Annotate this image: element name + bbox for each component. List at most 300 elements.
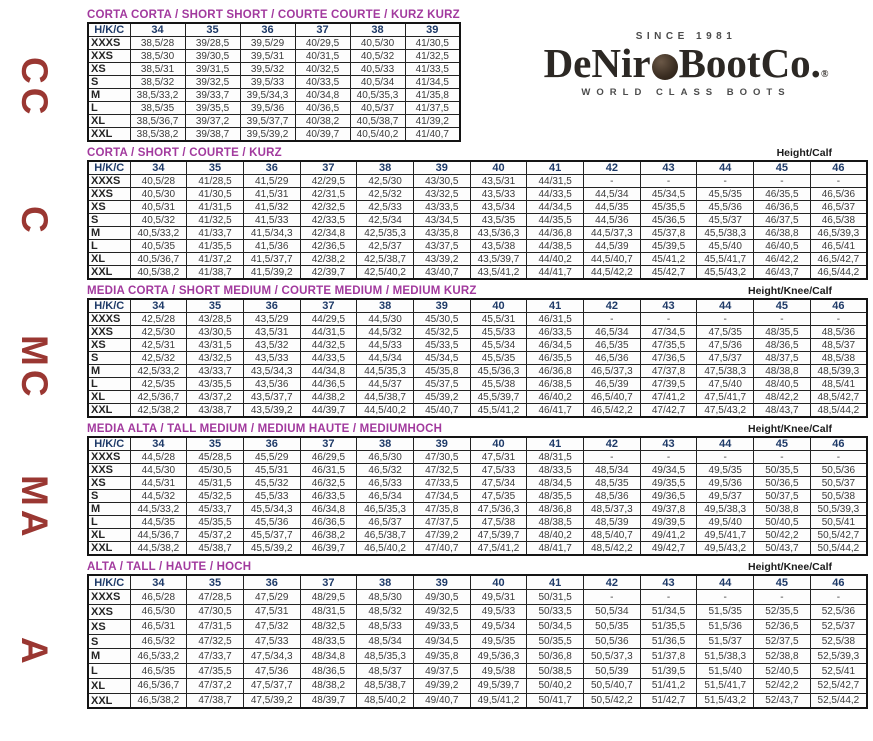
table-row (88, 391, 867, 404)
size-cell: - (810, 313, 867, 326)
size-cell: 47/35,8 (413, 503, 470, 516)
size-cell: - (697, 590, 754, 605)
size-cell: 51/37,8 (640, 649, 697, 664)
size-cell: 49/36,5 (640, 490, 697, 503)
column-header: 35 (185, 23, 240, 37)
size-cell: 46/31,5 (300, 464, 357, 477)
size-cell: 48/29,5 (300, 590, 357, 605)
size-cell: 47,5/41,7 (697, 391, 754, 404)
size-cell: 47,5/37,7 (243, 679, 300, 694)
row-label: S (88, 634, 130, 649)
size-cell: 41/33,7 (187, 227, 244, 240)
size-cell: 45,5/31 (243, 464, 300, 477)
size-cell: 47/39,5 (640, 378, 697, 391)
size-cell: 49/40,7 (413, 693, 470, 708)
size-cell: 44/36,8 (527, 227, 584, 240)
table-row (88, 693, 867, 708)
size-cell: 41,5/31 (243, 188, 300, 201)
column-header: 35 (187, 299, 244, 313)
size-cell: 44/33,5 (527, 188, 584, 201)
table-title-row (87, 422, 868, 436)
size-cell: 45,5/36,3 (470, 365, 527, 378)
size-cell: 48,5/40,7 (584, 529, 641, 542)
size-cell: 44/40,2 (527, 253, 584, 266)
size-cell: 45,5/32 (243, 477, 300, 490)
row-label: XXXS (88, 313, 130, 326)
column-header: 37 (300, 575, 357, 590)
size-cell: 50/36,8 (527, 649, 584, 664)
column-header: 43 (640, 161, 697, 175)
size-cell: 44,5/37,3 (584, 227, 641, 240)
size-cell: 47/39,2 (413, 529, 470, 542)
size-cell: 45/42,7 (640, 266, 697, 280)
size-cell: 46,5/38 (810, 214, 867, 227)
size-cell: 41/35,5 (187, 240, 244, 253)
size-cell: 46,5/36,7 (130, 679, 187, 694)
size-cell: 51,5/36 (697, 619, 754, 634)
size-cell: 44,5/40,7 (584, 253, 641, 266)
size-cell: 47,5/43,2 (697, 404, 754, 418)
size-cell: 48,5/39,3 (810, 365, 867, 378)
size-cell: 48/43,7 (754, 404, 811, 418)
size-table-section-media-corta (87, 284, 868, 418)
size-cell: 49,5/43,2 (697, 542, 754, 556)
size-cell: 41/33,5 (405, 63, 460, 76)
size-cell: 42,5/28 (130, 313, 187, 326)
size-cell: 49,5/39,7 (470, 679, 527, 694)
size-cell: 39,5/39,2 (240, 128, 295, 142)
size-cell: 42/29,5 (300, 175, 357, 188)
size-cell: - (584, 313, 641, 326)
size-cell: 45/40,7 (413, 404, 470, 418)
size-cell: 40,5/35,3 (350, 89, 405, 102)
size-cell: 44,5/38,2 (130, 542, 187, 556)
size-cell: 44/36,5 (300, 378, 357, 391)
size-cell: 40/33,5 (295, 76, 350, 89)
row-label: XXL (88, 542, 130, 556)
size-cell: 47/33,7 (187, 649, 244, 664)
size-cell: 50,5/35 (584, 619, 641, 634)
size-cell: 40,5/38,2 (130, 266, 187, 280)
size-key-header: H/K/C (88, 575, 130, 590)
size-cell: 52,5/37 (810, 619, 867, 634)
row-label: XXL (88, 693, 130, 708)
size-cell: 48/31,5 (300, 605, 357, 620)
size-cell: 42/33,5 (300, 214, 357, 227)
table-row (88, 464, 867, 477)
size-cell: 48,5/39 (584, 516, 641, 529)
size-cell: 41/40,7 (405, 128, 460, 142)
size-cell: 42,5/40,2 (357, 266, 414, 280)
size-cell: 41/37,5 (405, 102, 460, 115)
table-title-row (87, 284, 868, 298)
size-cell: 43,5/39,7 (470, 253, 527, 266)
size-cell: 44/39,7 (300, 404, 357, 418)
row-label: S (88, 352, 130, 365)
size-cell: 45,5/36 (243, 516, 300, 529)
column-header: 43 (640, 437, 697, 451)
size-cell: 42/34,8 (300, 227, 357, 240)
size-cell: 51,5/43,2 (697, 693, 754, 708)
size-cell: 42,5/36,7 (130, 391, 187, 404)
size-cell: 45/41,2 (640, 253, 697, 266)
size-cell: 40,5/40,2 (350, 128, 405, 142)
size-cell: 52/42,2 (754, 679, 811, 694)
size-cell: 42,5/35 (130, 378, 187, 391)
size-cell: 45,5/36 (697, 201, 754, 214)
size-cell: 43,5/34,3 (243, 365, 300, 378)
registered-trademark-icon: ® (820, 69, 829, 80)
size-cell: 43/28,5 (187, 313, 244, 326)
size-cell: 47,5/37 (697, 352, 754, 365)
size-cell: 47/34,5 (413, 490, 470, 503)
size-cell: 47,5/36 (697, 339, 754, 352)
size-cell: 46,5/39,3 (810, 227, 867, 240)
column-header: 36 (240, 23, 295, 37)
size-cell: 48/38,8 (754, 365, 811, 378)
size-cell: 47/30,5 (413, 451, 470, 464)
size-cell: 46,5/35 (130, 664, 187, 679)
size-cell: 48,5/35 (584, 477, 641, 490)
size-cell: - (584, 451, 641, 464)
size-cell: 43,5/29 (243, 313, 300, 326)
size-cell: 50,5/34 (584, 605, 641, 620)
table-row (88, 227, 867, 240)
row-label: L (88, 378, 130, 391)
size-cell: 38,5/33,2 (130, 89, 185, 102)
size-cell: 47/33,5 (413, 477, 470, 490)
size-cell: 49/39,2 (413, 679, 470, 694)
size-cell: 39/32,5 (185, 76, 240, 89)
table-row (88, 590, 867, 605)
size-cell: 40,5/35 (130, 240, 187, 253)
size-cell: 39,5/36 (240, 102, 295, 115)
size-table (87, 160, 868, 280)
size-cell: 44/34,5 (527, 201, 584, 214)
size-cell: 48/40,2 (527, 529, 584, 542)
table-row (88, 365, 867, 378)
size-key-header: H/K/C (88, 299, 130, 313)
table-row (88, 490, 867, 503)
row-label: XXXS (88, 37, 130, 50)
size-cell: 48/37,5 (754, 352, 811, 365)
size-cell: 43,5/36,3 (470, 227, 527, 240)
size-cell: 49,5/36,3 (470, 649, 527, 664)
size-cell: 46,5/35 (584, 339, 641, 352)
column-header: 36 (243, 161, 300, 175)
size-cell: 43,5/35 (470, 214, 527, 227)
size-cell: - (810, 175, 867, 188)
column-header: 37 (300, 299, 357, 313)
size-cell: 50,5/36 (584, 634, 641, 649)
size-cell: 51,5/35 (697, 605, 754, 620)
size-cell: 48,5/38,7 (357, 679, 414, 694)
table-row (88, 619, 867, 634)
table-row (88, 326, 867, 339)
size-cell: 49,5/41,2 (470, 693, 527, 708)
size-cell: 44,5/28 (130, 451, 187, 464)
size-cell: 41,5/37,7 (243, 253, 300, 266)
size-cell: 49,5/38 (470, 664, 527, 679)
size-cell: - (697, 451, 754, 464)
size-cell: 44,5/40,2 (357, 404, 414, 418)
size-cell: 46/38,8 (754, 227, 811, 240)
table-title: MEDIA CORTA / SHORT MEDIUM / COURTE MEDIUM / MEDIUM KURZ (87, 285, 477, 297)
size-cell: 50,5/37,3 (584, 649, 641, 664)
side-label-a: A (14, 637, 55, 668)
size-cell: - (697, 175, 754, 188)
size-cell: 49/30,5 (413, 590, 470, 605)
column-header: 40 (470, 161, 527, 175)
table-row (88, 50, 460, 63)
table-row (88, 529, 867, 542)
size-cell: 48/36,8 (527, 503, 584, 516)
row-label: XXS (88, 464, 130, 477)
size-cell: 43,5/31 (243, 326, 300, 339)
size-cell: 49/37,5 (413, 664, 470, 679)
size-cell: 47,5/29 (243, 590, 300, 605)
column-header: 39 (413, 437, 470, 451)
side-label-cc: CC (14, 57, 55, 119)
size-cell: 48,5/36 (810, 326, 867, 339)
size-cell: 44,5/32 (357, 326, 414, 339)
size-cell: 45/31,5 (187, 477, 244, 490)
size-cell: 46,5/39 (584, 378, 641, 391)
row-label: XXL (88, 404, 130, 418)
size-cell: 52/38,8 (754, 649, 811, 664)
size-cell: 41/38,7 (187, 266, 244, 280)
column-header: 42 (584, 299, 641, 313)
size-cell: 44/34,8 (300, 365, 357, 378)
size-cell: 48,5/30 (357, 590, 414, 605)
size-cell: 47/38,7 (187, 693, 244, 708)
size-cell: 45/30,5 (187, 464, 244, 477)
row-label: S (88, 76, 130, 89)
table-row (88, 664, 867, 679)
size-cell: 39,5/33 (240, 76, 295, 89)
row-label: XL (88, 679, 130, 694)
column-header: 45 (754, 575, 811, 590)
size-cell: 48/38,5 (527, 516, 584, 529)
size-cell: 45/35,5 (640, 201, 697, 214)
size-cell: - (754, 451, 811, 464)
size-cell: 48/31,5 (527, 451, 584, 464)
size-cell: 45/30,5 (413, 313, 470, 326)
size-cell: 46,5/37 (810, 201, 867, 214)
size-key-header: H/K/C (88, 437, 130, 451)
column-header: 40 (470, 437, 527, 451)
size-cell: 46,5/37,3 (584, 365, 641, 378)
size-cell: 45/37,5 (413, 378, 470, 391)
table-row (88, 214, 867, 227)
column-header: 39 (405, 23, 460, 37)
size-cell: 44,5/39 (584, 240, 641, 253)
size-cell: 50/40,2 (527, 679, 584, 694)
size-cell: 47/36,5 (640, 352, 697, 365)
size-cell: 44/35,5 (527, 214, 584, 227)
size-cell: 45,5/33 (243, 490, 300, 503)
size-cell: 52/36,5 (754, 619, 811, 634)
table-row (88, 542, 867, 556)
size-cell: 39/35,5 (185, 102, 240, 115)
size-cell: 48/35,5 (527, 490, 584, 503)
size-cell: 42,5/32 (130, 352, 187, 365)
size-cell: 46/38,2 (300, 529, 357, 542)
size-cell: 46,5/36 (810, 188, 867, 201)
size-cell: 51,5/37 (697, 634, 754, 649)
size-cell: 48,5/38 (810, 352, 867, 365)
size-cell: 44,5/37 (357, 378, 414, 391)
size-cell: - (754, 175, 811, 188)
size-cell: 40,5/37 (350, 102, 405, 115)
size-cell: 50/40,5 (754, 516, 811, 529)
size-cell: 39,5/29 (240, 37, 295, 50)
row-label: XL (88, 529, 130, 542)
size-cell: 41/30,5 (405, 37, 460, 50)
measurement-note: Height/Calf (776, 147, 832, 159)
column-header: 44 (697, 437, 754, 451)
size-cell: 52,5/44,2 (810, 693, 867, 708)
size-cell: - (697, 313, 754, 326)
column-header: 38 (350, 23, 405, 37)
size-cell: 46/43,7 (754, 266, 811, 280)
size-cell: 46/33,5 (527, 326, 584, 339)
size-cell: 46,5/40,7 (584, 391, 641, 404)
size-cell: 48/38,2 (300, 679, 357, 694)
size-cell: - (754, 313, 811, 326)
size-cell: 48/36,5 (300, 664, 357, 679)
size-table (87, 436, 868, 556)
size-cell: 43,5/31 (470, 175, 527, 188)
table-row (88, 63, 460, 76)
logo-tagline: WORLD CLASS BOOTS (581, 87, 791, 99)
size-cell: 46,5/31 (130, 619, 187, 634)
size-cell: 43,5/38 (470, 240, 527, 253)
size-cell: 44,5/35 (584, 201, 641, 214)
column-header: 36 (243, 437, 300, 451)
size-cell: 45/39,2 (413, 391, 470, 404)
size-cell: 45/38,7 (187, 542, 244, 556)
size-cell: 42/36,5 (300, 240, 357, 253)
size-cell: 44,5/35,3 (357, 365, 414, 378)
column-header: 41 (527, 299, 584, 313)
size-cell: 40,5/32 (350, 50, 405, 63)
size-cell: 52,5/41 (810, 664, 867, 679)
size-cell: 44,5/36 (584, 214, 641, 227)
size-table (87, 574, 868, 709)
size-cell: 39/30,5 (185, 50, 240, 63)
size-key-header: H/K/C (88, 161, 130, 175)
header-row (88, 161, 867, 175)
column-header: 42 (584, 161, 641, 175)
size-cell: 41,5/36 (243, 240, 300, 253)
size-cell: 44,5/33 (357, 339, 414, 352)
size-cell: 45/32,5 (187, 490, 244, 503)
size-cell: 48,5/42,2 (584, 542, 641, 556)
size-cell: 48,5/42,7 (810, 391, 867, 404)
column-header: 43 (640, 299, 697, 313)
row-label: XXXS (88, 451, 130, 464)
size-cell: 40/29,5 (295, 37, 350, 50)
size-cell: 45/34,5 (413, 352, 470, 365)
column-header: 34 (130, 161, 187, 175)
measurement-note: Height/Knee/Calf (747, 423, 832, 435)
logo-since-text: SINCE 1981 (635, 31, 737, 42)
size-cell: 45/37,8 (640, 227, 697, 240)
column-header: 37 (300, 161, 357, 175)
size-cell: 46/33,5 (300, 490, 357, 503)
size-cell: 43/35,5 (187, 378, 244, 391)
row-label: XL (88, 391, 130, 404)
column-header: 41 (527, 161, 584, 175)
size-cell: 43/39,2 (413, 253, 470, 266)
size-cell: 49,5/34 (470, 619, 527, 634)
size-cell: 50/31,5 (527, 590, 584, 605)
size-cell: 48/33,5 (300, 634, 357, 649)
column-header: 34 (130, 437, 187, 451)
size-cell: 45/37,2 (187, 529, 244, 542)
size-table-section-corta (87, 146, 868, 280)
size-cell: 47/35,5 (640, 339, 697, 352)
size-cell: 44,5/34 (584, 188, 641, 201)
size-cell: 51/42,7 (640, 693, 697, 708)
size-cell: 43/32,5 (187, 352, 244, 365)
size-cell: 43,5/34 (470, 201, 527, 214)
column-header: 40 (470, 575, 527, 590)
size-cell: 46,5/32 (130, 634, 187, 649)
row-label: XXL (88, 128, 130, 142)
size-cell: 47,5/41,2 (470, 542, 527, 556)
table-row (88, 115, 460, 128)
size-cell: 39,5/31 (240, 50, 295, 63)
size-cell: 47,5/36 (243, 664, 300, 679)
size-cell: 47,5/31 (470, 451, 527, 464)
size-cell: - (640, 175, 697, 188)
column-header: 34 (130, 575, 187, 590)
column-header: 36 (243, 575, 300, 590)
size-cell: 48,5/36 (584, 490, 641, 503)
size-cell: 48/32,5 (300, 619, 357, 634)
size-cell: 47,5/33 (243, 634, 300, 649)
size-cell: 43/34,5 (413, 214, 470, 227)
size-cell: 45,5/41,2 (470, 404, 527, 418)
size-cell: 40,5/30 (130, 188, 187, 201)
size-cell: 42,5/38,2 (130, 404, 187, 418)
row-label: XS (88, 619, 130, 634)
size-cell: 43/30,5 (413, 175, 470, 188)
size-cell: 49/35,5 (640, 477, 697, 490)
size-cell: 40,5/32 (130, 214, 187, 227)
size-cell: 47,5/33 (470, 464, 527, 477)
size-cell: 47,5/34,3 (243, 649, 300, 664)
size-cell: 41/35,8 (405, 89, 460, 102)
size-cell: 42,5/34 (357, 214, 414, 227)
header-row (88, 23, 460, 37)
table-row (88, 102, 460, 115)
size-cell: 40,5/36,7 (130, 253, 187, 266)
size-cell: 45/33,5 (413, 339, 470, 352)
table-row (88, 679, 867, 694)
size-cell: 49/34,5 (413, 634, 470, 649)
size-table (87, 22, 461, 142)
size-cell: - (584, 175, 641, 188)
size-cell: 46/36,5 (300, 516, 357, 529)
size-cell: 45/34,5 (640, 188, 697, 201)
size-cell: 47,5/34 (470, 477, 527, 490)
size-cell: 45,5/39,7 (470, 391, 527, 404)
column-header: 46 (810, 161, 867, 175)
size-cell: 48/36,5 (754, 339, 811, 352)
